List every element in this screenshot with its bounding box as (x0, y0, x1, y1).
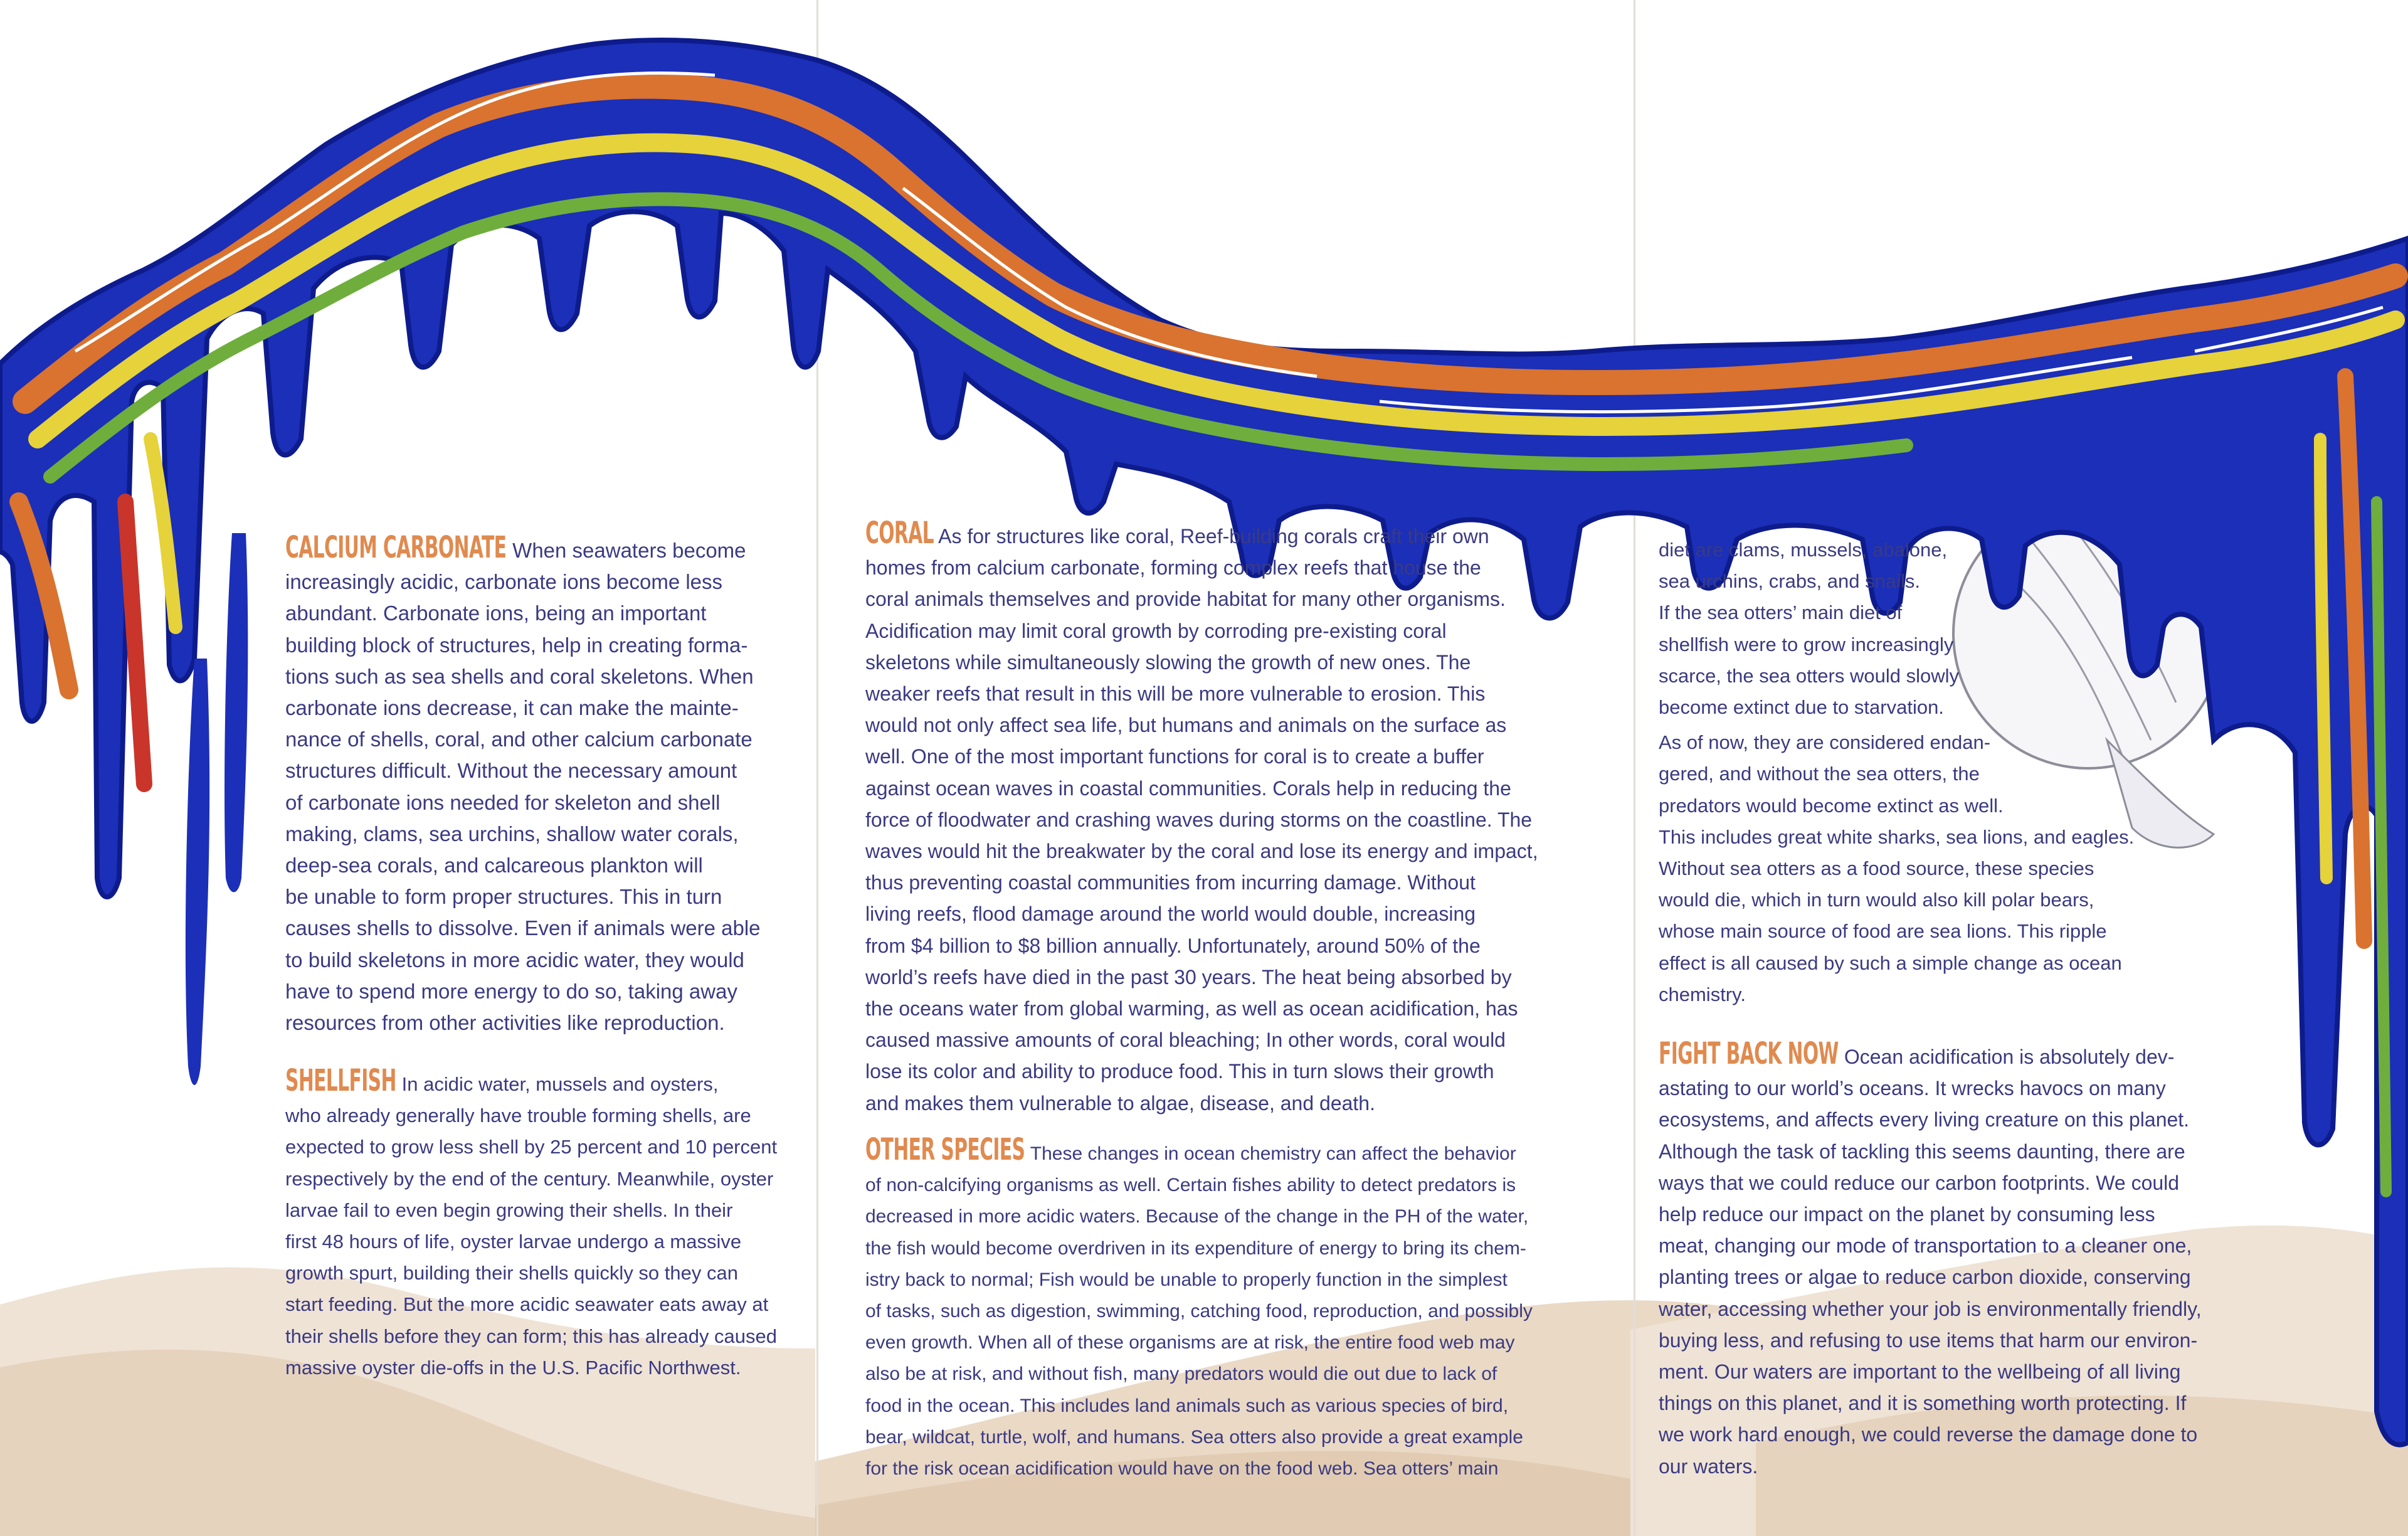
text-line: deep-sea corals, and calcareous plankton will (285, 854, 703, 877)
text-line: thus preventing coastal communities from incurring damage. Without (865, 871, 1476, 894)
text-line: As of now, they are considered endan- (1659, 731, 1991, 754)
text-line: buying less, and refusing to use items that harm our environ- (1659, 1328, 2198, 1352)
text-line: Ocean acidification is absolutely dev- (1844, 1046, 2175, 1068)
text-line: sea urchins, crabs, and snails. (1659, 570, 1920, 593)
heading-fight-back-now: FIGHT BACK NOW (1659, 1036, 1839, 1071)
text-line: These changes in ocean chemistry can affect the behavior (1030, 1143, 1516, 1164)
text-line: water, accessing whether your job is environmentally friendly, (1659, 1297, 2202, 1320)
text-line: from $4 billion to $8 billion annually. Unfortunately, around 50% of the (865, 934, 1481, 957)
text-line: caused massive amounts of coral bleaching; In other words, coral would (865, 1029, 1506, 1052)
text-line: force of floodwater and crashing waves during storms on the coastline. The (865, 808, 1533, 831)
text-line: astating to our world’s oceans. It wrecks havocs on many (1659, 1077, 2166, 1100)
panel-coral (865, 517, 1538, 1119)
heading-shellfish: SHELLFISH (285, 1063, 396, 1098)
text-line: increasingly acidic, carbonate ions become less (285, 570, 723, 594)
text-line: structures difficult. Without the necessary amount (285, 759, 737, 783)
text-line: tions such as sea shells and coral skeletons. When (285, 664, 754, 688)
text-line: world’s reefs have died in the past 30 years. The heat being absorbed by (865, 965, 1512, 988)
text-line: decreased in more acidic waters. Because of the change in the PH of the water, (865, 1206, 1529, 1227)
text-line: homes from calcium carbonate, forming complex reefs that house the (865, 556, 1481, 580)
text-line: scarce, the sea otters would slowly (1659, 664, 1959, 687)
text-line: weaker reefs that result in this will be more vulnerable to erosion. This (865, 682, 1486, 706)
text-line: food in the ocean. This includes land animals such as various species of bird, (865, 1395, 1509, 1416)
text-line: their shells before they can form; this has already caused (285, 1325, 778, 1347)
text-line: bear, wildcat, turtle, wolf, and humans. Sea otters also provide a great example (865, 1426, 1523, 1448)
text-line: also be at risk, and without fish, many predators would die out due to lack of (865, 1364, 1497, 1385)
text-line: and makes them vulnerable to algae, disease, and death. (865, 1091, 1375, 1115)
text-line: skeletons while simultaneously slowing the growth of new ones. The (865, 650, 1471, 674)
text-line: causes shells to dissolve. Even if animals were able (285, 916, 761, 940)
text-line: even growth. When all of these organisms are at risk, the entire food web may (865, 1332, 1515, 1353)
text-line: the oceans water from global warming, as well as ocean acidification, has (865, 997, 1518, 1020)
text-line: waves would hit the breakwater by the coral and lose its energy and impact, (865, 840, 1538, 863)
text-line: living reefs, flood damage around the world would double, increasing (865, 903, 1476, 926)
text-line: of non-calcifying organisms as well. Certain fishes ability to detect predators is (865, 1175, 1516, 1196)
text-line: would die, which in turn would also kill polar bears, (1659, 889, 2094, 911)
text-line: of tasks, such as digestion, swimming, catching food, reproduction, and possibly (865, 1301, 1533, 1322)
text-line: have to spend more energy to do so, taking away (285, 979, 737, 1003)
text-line: lose its color and ability to produce food. This in turn slows their growth (865, 1060, 1494, 1083)
text-line: things on this planet, and it is something worth protecting. If (1659, 1392, 2187, 1415)
text-line: predators would become extinct as well. (1659, 794, 2004, 817)
text-line: start feeding. But the more acidic seawater eats away at (285, 1293, 769, 1316)
text-line: planting trees or algae to reduce carbon dioxide, conserving (1659, 1266, 2191, 1289)
text-line: who already generally have trouble forming shells, are (285, 1104, 751, 1127)
text-line: istry back to normal; Fish would be unable to properly function in the simplest (865, 1269, 1508, 1290)
fold-line (1634, 0, 1635, 1536)
text-line: Without sea otters as a food source, these species (1659, 857, 2094, 880)
text-line: help reduce our impact on the planet by consuming less (1659, 1203, 2155, 1226)
text-line: against ocean waves in coastal communities. Corals help in reducing the (865, 776, 1511, 800)
text-line: Although the task of tackling this seems daunting, there are (1659, 1140, 2185, 1163)
text-line: first 48 hours of life, oyster larvae undergo a massive (285, 1231, 742, 1253)
panel-other-species (865, 1134, 1533, 1485)
text-line: In acidic water, mussels and oysters, (401, 1073, 719, 1095)
text-line: well. One of the most important functions for coral is to create a buffer (865, 745, 1484, 768)
heading-other-species: OTHER SPECIES (865, 1132, 1025, 1167)
text-line: would not only affect sea life, but humans and animals on the surface as (865, 714, 1507, 737)
text-line: When seawaters become (512, 539, 746, 562)
panel-calcium-carbonate (285, 532, 761, 1039)
text-line: nance of shells, coral, and other calcium carbonate (285, 728, 752, 751)
text-line: become extinct due to starvation. (1659, 696, 1944, 719)
text-line: abundant. Carbonate ions, being an important (285, 601, 707, 625)
text-line: If the sea otters’ main diet of (1659, 601, 1903, 624)
text-line: the fish would become overdriven in its expenditure of energy to bring its chem- (865, 1237, 1526, 1259)
text-line: of carbonate ions needed for skeleton and shell (285, 790, 721, 814)
text-line: growth spurt, building their shells quickly so they can (285, 1262, 738, 1284)
text-line: effect is all caused by such a simple change as ocean (1659, 951, 2122, 974)
heading-calcium-carbonate: CALCIUM CARBONATE (285, 530, 507, 565)
text-line: chemistry. (1659, 983, 1746, 1005)
panel-sea-otters-continued (1659, 534, 2134, 1010)
text-line: diet are clams, mussels, abalone, (1659, 539, 1948, 561)
text-line: meat, changing our mode of transportation to a cleaner one, (1659, 1234, 2192, 1258)
text-line: respectively by the end of the century. Meanwhile, oyster (285, 1167, 774, 1190)
text-line: to build skeletons in more acidic water, they would (285, 948, 744, 972)
text-line: ment. Our waters are important to the wellbeing of all living (1659, 1360, 2181, 1384)
text-line: our waters. (1659, 1454, 1758, 1478)
text-line: carbonate ions decrease, it can make the mainte- (285, 696, 739, 720)
text-line: gered, and without the sea otters, the (1659, 763, 1980, 785)
text-line: massive oyster die-offs in the U.S. Pacific Northwest. (285, 1356, 741, 1379)
text-line: resources from other activities like reproduction. (285, 1011, 725, 1035)
text-line: making, clams, sea urchins, shallow water corals, (285, 822, 739, 845)
heading-coral: CORAL (865, 516, 934, 551)
text-line: This includes great white sharks, sea lions, and eagles. (1659, 825, 2135, 848)
text-line: coral animals themselves and provide habitat for many other organisms. (865, 588, 1506, 611)
text-line: building block of structures, help in creating forma- (285, 633, 748, 657)
panel-fight-back-now (1659, 1038, 2202, 1482)
text-line: Acidification may limit coral growth by corroding pre-existing coral (865, 619, 1447, 642)
text-line: be unable to form proper structures. This in turn (285, 885, 722, 909)
text-line: we work hard enough, we could reverse the damage done to (1659, 1423, 2198, 1446)
panel-shellfish (285, 1065, 777, 1384)
text-line: shellfish were to grow increasingly (1659, 633, 1954, 655)
text-line: expected to grow less shell by 25 percent and 10 percent (285, 1136, 778, 1158)
text-line: ecosystems, and affects every living creature on this planet. (1659, 1108, 2190, 1131)
text-line: for the risk ocean acidification would have on the food web. Sea otters’ main (865, 1458, 1499, 1480)
text-line: larvae fail to even begin growing their shells. In their (285, 1199, 733, 1221)
text-line: ways that we could reduce our carbon footprints. We could (1659, 1171, 2180, 1194)
text-line: As for structures like coral, Reef-building corals craft their own (938, 525, 1489, 548)
text-line: whose main source of food are sea lions. This ripple (1659, 920, 2107, 943)
